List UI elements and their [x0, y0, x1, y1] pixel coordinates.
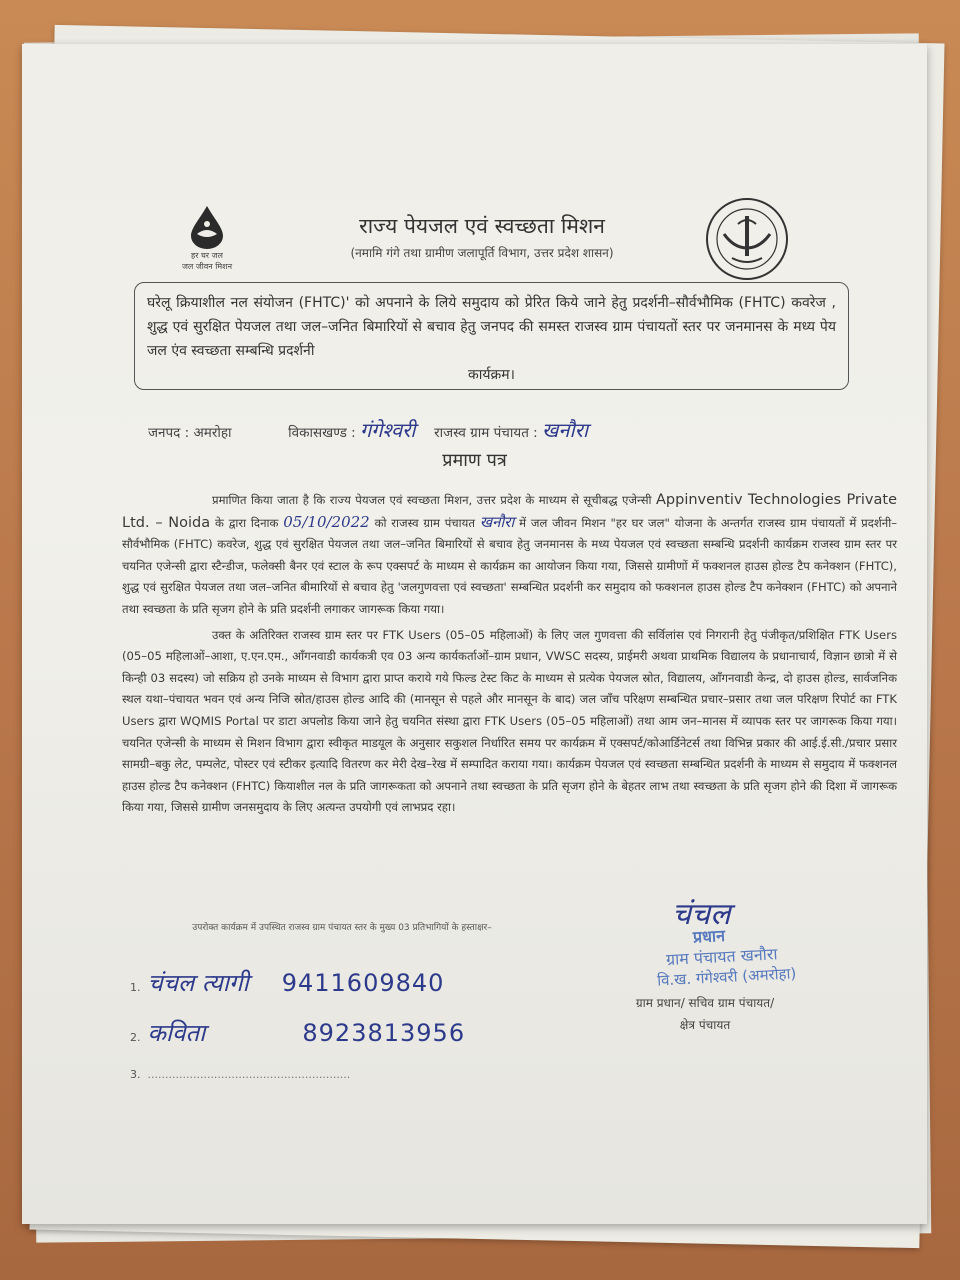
location-line: [148, 416, 848, 443]
har-ghar-jal-logo: [162, 204, 252, 272]
emblem-icon: [702, 194, 792, 284]
agency-name: Appinventiv Technologies Private Ltd. – Noida: [122, 492, 897, 531]
banner-text: घरेलू क्रियाशील नल संयोजन (FHTC)' को अपनाने के लिये समुदाय को प्रेरित किये जाने हेतु प्रदर्शनी–सौर्वभौमिक (FHTC) कवरेज , शुद्ध एवं सुरक्षित पेयजल तथा जल–जनित बिमारियों से बचाव हेतु जनपद की समस्त राजस्व ग्राम पंचायतों स्तर पर जनमानस के मध्य पेय जल एंव स्वच्छता सम्बन्धि प्रदर्शनी: [147, 295, 836, 359]
participant-signature-row: [130, 1016, 465, 1049]
program-date: 05/10/2022: [283, 512, 370, 531]
participant-signature-row: [130, 1068, 350, 1081]
p1-intro: प्रमाणित किया जाता है कि राज्य पेयजल एवं स्वच्छता मिशन, उत्तर प्रदेश के माध्यम से सूचीबद्ध एजेन्सी: [212, 493, 652, 507]
village-name: खनौरा: [479, 512, 515, 531]
row-number: 3.: [130, 1068, 141, 1081]
block-label: विकासखण्ड :: [288, 425, 356, 441]
signatory-designation: [605, 992, 805, 1036]
certificate-body: [122, 490, 897, 819]
panchayat-label: राजस्व ग्राम पंचायत :: [434, 425, 538, 441]
program-banner: [134, 282, 849, 390]
block-value: गंगेश्वरी: [359, 418, 416, 442]
row-number: 2.: [130, 1031, 141, 1044]
participant-phone: 9411609840: [281, 969, 445, 997]
paragraph-2: उक्त के अतिरिक्त राजस्व ग्राम स्तर पर FTK Users (05–05 महिलाओं) के लिए जल गुणवत्ता की सर्विलांस एवं निगरानी हेतु पंजीकृत/प्रशिक्षित FTK Users (05–05 महिलाओं–आशा, ए.एन.एम., आँगनवाडी कार्यकत्री एव 03 अन्य कार्यकर्ताओं–ग्राम प्रधान, VWSC सदस्य, प्राईमरी अथवा प्राथमिक विद्यालय के प्रधानाचार्य, विज्ञान छात्रो में से किन्ही 03 सदस्य) जो सक्रिय हो उनके माध्यम से विभाग द्वारा प्राप्त कराये गये फिल्ड टेस्ट किट के माध्यम से प्रत्येक पेयजल स्रोत, विद्यालय, आँगनवाडी केन्द्र, दो हाउस होल्ड, सार्वजनिक स्थल यथा–पंचायत भवन एवं अन्य निजि स्रोत/हाउस होल्ड आदि की (मानसून से पहले और मानसून के बाद) जल जाँच परिक्षण सम्बन्धित प्रचार–प्रसार तथा जल परिक्षण रिपोर्ट का FTK Users द्वारा WQMIS Portal पर डाटा अपलोड किया जाने हेतु चयनित संस्था द्वारा FTK Users (05–05 महिलाओं) तथा आम जन–मानस में व्यापक स्तर पर जागरूक किया गया। चयनित एजेन्सी के माध्यम से मिशन विभाग द्वारा स्वीकृत माडयूल के अनुसार सकुशल निर्धारित समय पर कार्यक्रम में एक्सपर्ट/कोआर्डिनेटर्स तथा विभिन्न प्रकार की आई.ई.सी./प्रचार प्रसार सामग्री–बकु लेट, पम्पलेट, पोस्टर एवं स्टीकर इत्यादि वितरण कर मेरी देख–रेख में सम्पादित कराया गया। कार्यक्रम पेयजल एवं स्वच्छता सम्बन्धित प्रदर्शनी के माध्यम से समुदाय में फक्शनल हाउस होल्ड टैप कनेक्शन (FHTC) कियाशील नल के प्रति जागरूकता को अपनाने तथा स्वच्छता के प्रति सृजग होने के बेहतर लाभ तथा स्वच्छता के प्रति सृजग होने की दिशा में जागरूक किया गया, जिससे ग्रामीण जनसमुदाय के लिए अत्यन्त उपयोगी एवं लाभप्रद रहा।: [122, 627, 897, 815]
participant-phone: 8923813956: [302, 1019, 466, 1047]
blank-signature-line: ..........................................................: [147, 1068, 351, 1081]
logo-caption-sub: जल जीवन मिशन: [181, 261, 233, 271]
participant-signature-row: [130, 966, 444, 999]
certificate-title: प्रमाण पत्र: [442, 450, 507, 471]
org-subtitle: (नमामि गंगे तथा ग्रामीण जलापूर्ति विभाग, उत्तर प्रदेश शासन): [350, 246, 614, 260]
water-drop-icon: [185, 204, 229, 250]
logo-caption: हर घर जल: [191, 251, 223, 260]
designation-line: ग्राम प्रधान/ सचिव ग्राम पंचायत/: [635, 996, 775, 1010]
stamp-block: वि.ख. गंगेश्वरी (अमरोहा): [656, 964, 797, 990]
p1-panchayat: को राजस्व ग्राम पंचायत: [374, 515, 475, 530]
signature-caption: उपरोक्त कार्यक्रम में उपस्थित राजस्व ग्राम पंचायत स्तर के मुख्य 03 प्रतिभागियों के हस्ताक्षर–: [192, 923, 492, 933]
designation-line: क्षेत्र पंचायत: [679, 1018, 731, 1032]
pradhan-signature: चंचल: [672, 897, 731, 932]
org-title: राज्य पेयजल एवं स्वच्छता मिशन: [359, 214, 605, 238]
panchayat-value: खनौरा: [542, 418, 589, 442]
participant-signature: चंचल त्यागी: [147, 969, 249, 997]
panchayat-stamp: [633, 918, 856, 992]
p1-by: के द्वारा दिनाक: [214, 515, 279, 530]
row-number: 1.: [130, 981, 141, 994]
paragraph-1: [122, 490, 897, 621]
up-government-emblem: [702, 194, 792, 284]
district-label: जनपद :: [148, 425, 190, 441]
banner-last-line: कार्यक्रम।: [468, 367, 515, 383]
stamp-panchayat: ग्राम पंचायत खनौरा: [665, 944, 778, 970]
stamp-title: प्रधान: [692, 925, 726, 947]
p1-rest: में जल जीवन मिशन "हर घर जल" योजना के अन्तर्गत राजस्व ग्राम पंचायतों में प्रदर्शनी–सौर्वभौमिक (FHTC) कवरेज, शुद्ध एवं सुरक्षित पेयजल तथा जल–जनित बिमारियों से बचाव हेतु जनमानस के मध्य पेयजल एवं स्वच्छता सम्बन्धि प्रदर्शनी कार्यक्रम राजस्व ग्राम स्तर पर चयनित एजेन्सी द्वारा स्टैन्डीज, फलेक्सी बैनर एवं स्टाल के रूप एक्सपर्ट के माध्यम से कार्यक्रम का आयोजन किया गया, जिससे ग्रामीणों में फक्शनल हाउस होल्ड टैप कनेक्शन (FHTC), शुद्ध एवं सुरक्षित पेयजल तथा जल–जनित बीमारियों से बचाव हेतु 'जलगुणवत्ता एवं स्वच्छता' सम्बन्धित प्रदर्शनी कर समुदाय को फक्शनल हाउस होल्ड टैप कनेक्शन (FHTC) को अपनाने तथा स्वच्छता के प्रति सृजग होने के प्रति प्रदर्शनी लगाकर जागरूक किया गया।: [122, 515, 898, 616]
district-value: अमरोहा: [193, 425, 232, 441]
certificate-page: [22, 44, 927, 1224]
participant-signature: कविता: [147, 1019, 206, 1047]
